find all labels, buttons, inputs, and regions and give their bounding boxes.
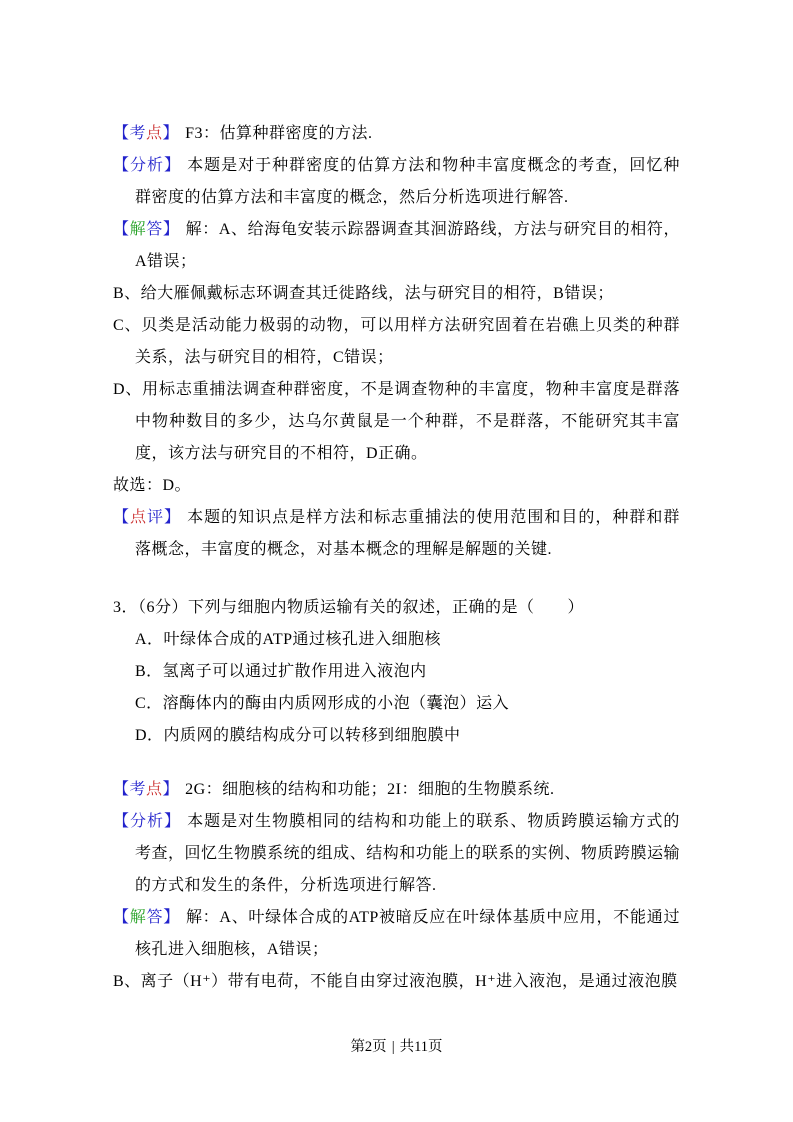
kaodian-text: 2G：细胞核的结构和功能；2I：细胞的生物膜系统. [185, 781, 555, 798]
question-3 [113, 592, 680, 752]
jieda-paragraph [113, 214, 680, 278]
option-a: A．叶绿体合成的ATP通过核孔进入细胞核 [135, 631, 442, 648]
fenxi-paragraph [113, 150, 680, 214]
kaodian-paragraph [113, 774, 680, 806]
fenxi-label: 【分析】 [113, 157, 182, 174]
footer-total-pages: 共11页 [399, 1039, 443, 1055]
fenxi-label: 【分析】 [113, 813, 182, 830]
option-d: D．内质网的膜结构成分可以转移到细胞膜中 [135, 727, 461, 744]
explanation-block-q3 [113, 774, 680, 998]
document-page [113, 118, 680, 998]
fenxi-paragraph [113, 806, 680, 902]
fenxi-text: 本题是对于种群密度的估算方法和物种丰富度概念的考查，回忆种群密度的估算方法和丰富度的概念，然后分析选项进行解答. [135, 157, 680, 206]
answer-conclusion: 故选：D。 [113, 477, 192, 494]
question-options [135, 624, 680, 752]
footer-separator: | [391, 1039, 395, 1055]
footer-page-number: 第2页 [350, 1039, 387, 1055]
jieda-paragraph [113, 902, 680, 966]
answer-item-c: C、贝类是活动能力极弱的动物，可以用样方法研究固着在岩礁上贝类的种群关系，法与研究目的相符，C错误； [113, 317, 680, 366]
jieda-text: 解：A、叶绿体合成的ATP被暗反应在叶绿体基质中应用，不能通过核孔进入细胞核，A错误； [135, 909, 680, 958]
answer-item-b: B、给大雁佩戴标志环调查其迁徙路线，法与研究目的相符，B错误； [113, 285, 614, 302]
dianping-text: 本题的知识点是样方法和标志重捕法的使用范围和目的，种群和群落概念，丰富度的概念，对基本概念的理解是解题的关键. [135, 509, 680, 558]
dianping-label: 【点评】 [113, 509, 182, 526]
question-stem: 3．（6分）下列与细胞内物质运输有关的叙述，正确的是（ ） [113, 599, 585, 616]
kaodian-label: 【考点】 [113, 781, 180, 798]
option-b: B．氢离子可以通过扩散作用进入液泡内 [135, 663, 427, 680]
fenxi-text: 本题是对生物膜相同的结构和功能上的联系、物质跨膜运输方式的考查，回忆生物膜系统的组成、结构和功能上的联系的实例、物质跨膜运输的方式和发生的条件，分析选项进行解答. [135, 813, 680, 894]
kaodian-text: F3：估算种群密度的方法. [185, 125, 373, 142]
jieda-label: 【解答】 [113, 909, 180, 926]
dianping-paragraph [113, 502, 680, 566]
kaodian-paragraph [113, 118, 680, 150]
jieda-text: 解：A、给海龟安装示踪器调查其洄游路线，方法与研究目的相符，A错误； [135, 221, 680, 270]
option-c: C．溶酶体内的酶由内质网形成的小泡（囊泡）运入 [135, 695, 510, 712]
answer-item-d: D、用标志重捕法调查种群密度，不是调查物种的丰富度，物种丰富度是群落中物种数目的多少，达乌尔黄鼠是一个种群，不是群落，不能研究其丰富度，该方法与研究目的不相符，D正确。 [113, 381, 680, 462]
jieda-label: 【解答】 [113, 221, 180, 238]
answer-item-b: B、离子（H⁺）带有电荷，不能自由穿过液泡膜，H⁺进入液泡，是通过液泡膜 [113, 973, 678, 990]
kaodian-label: 【考点】 [113, 125, 180, 142]
explanation-block-q2 [113, 118, 680, 566]
page-footer [0, 1036, 793, 1058]
